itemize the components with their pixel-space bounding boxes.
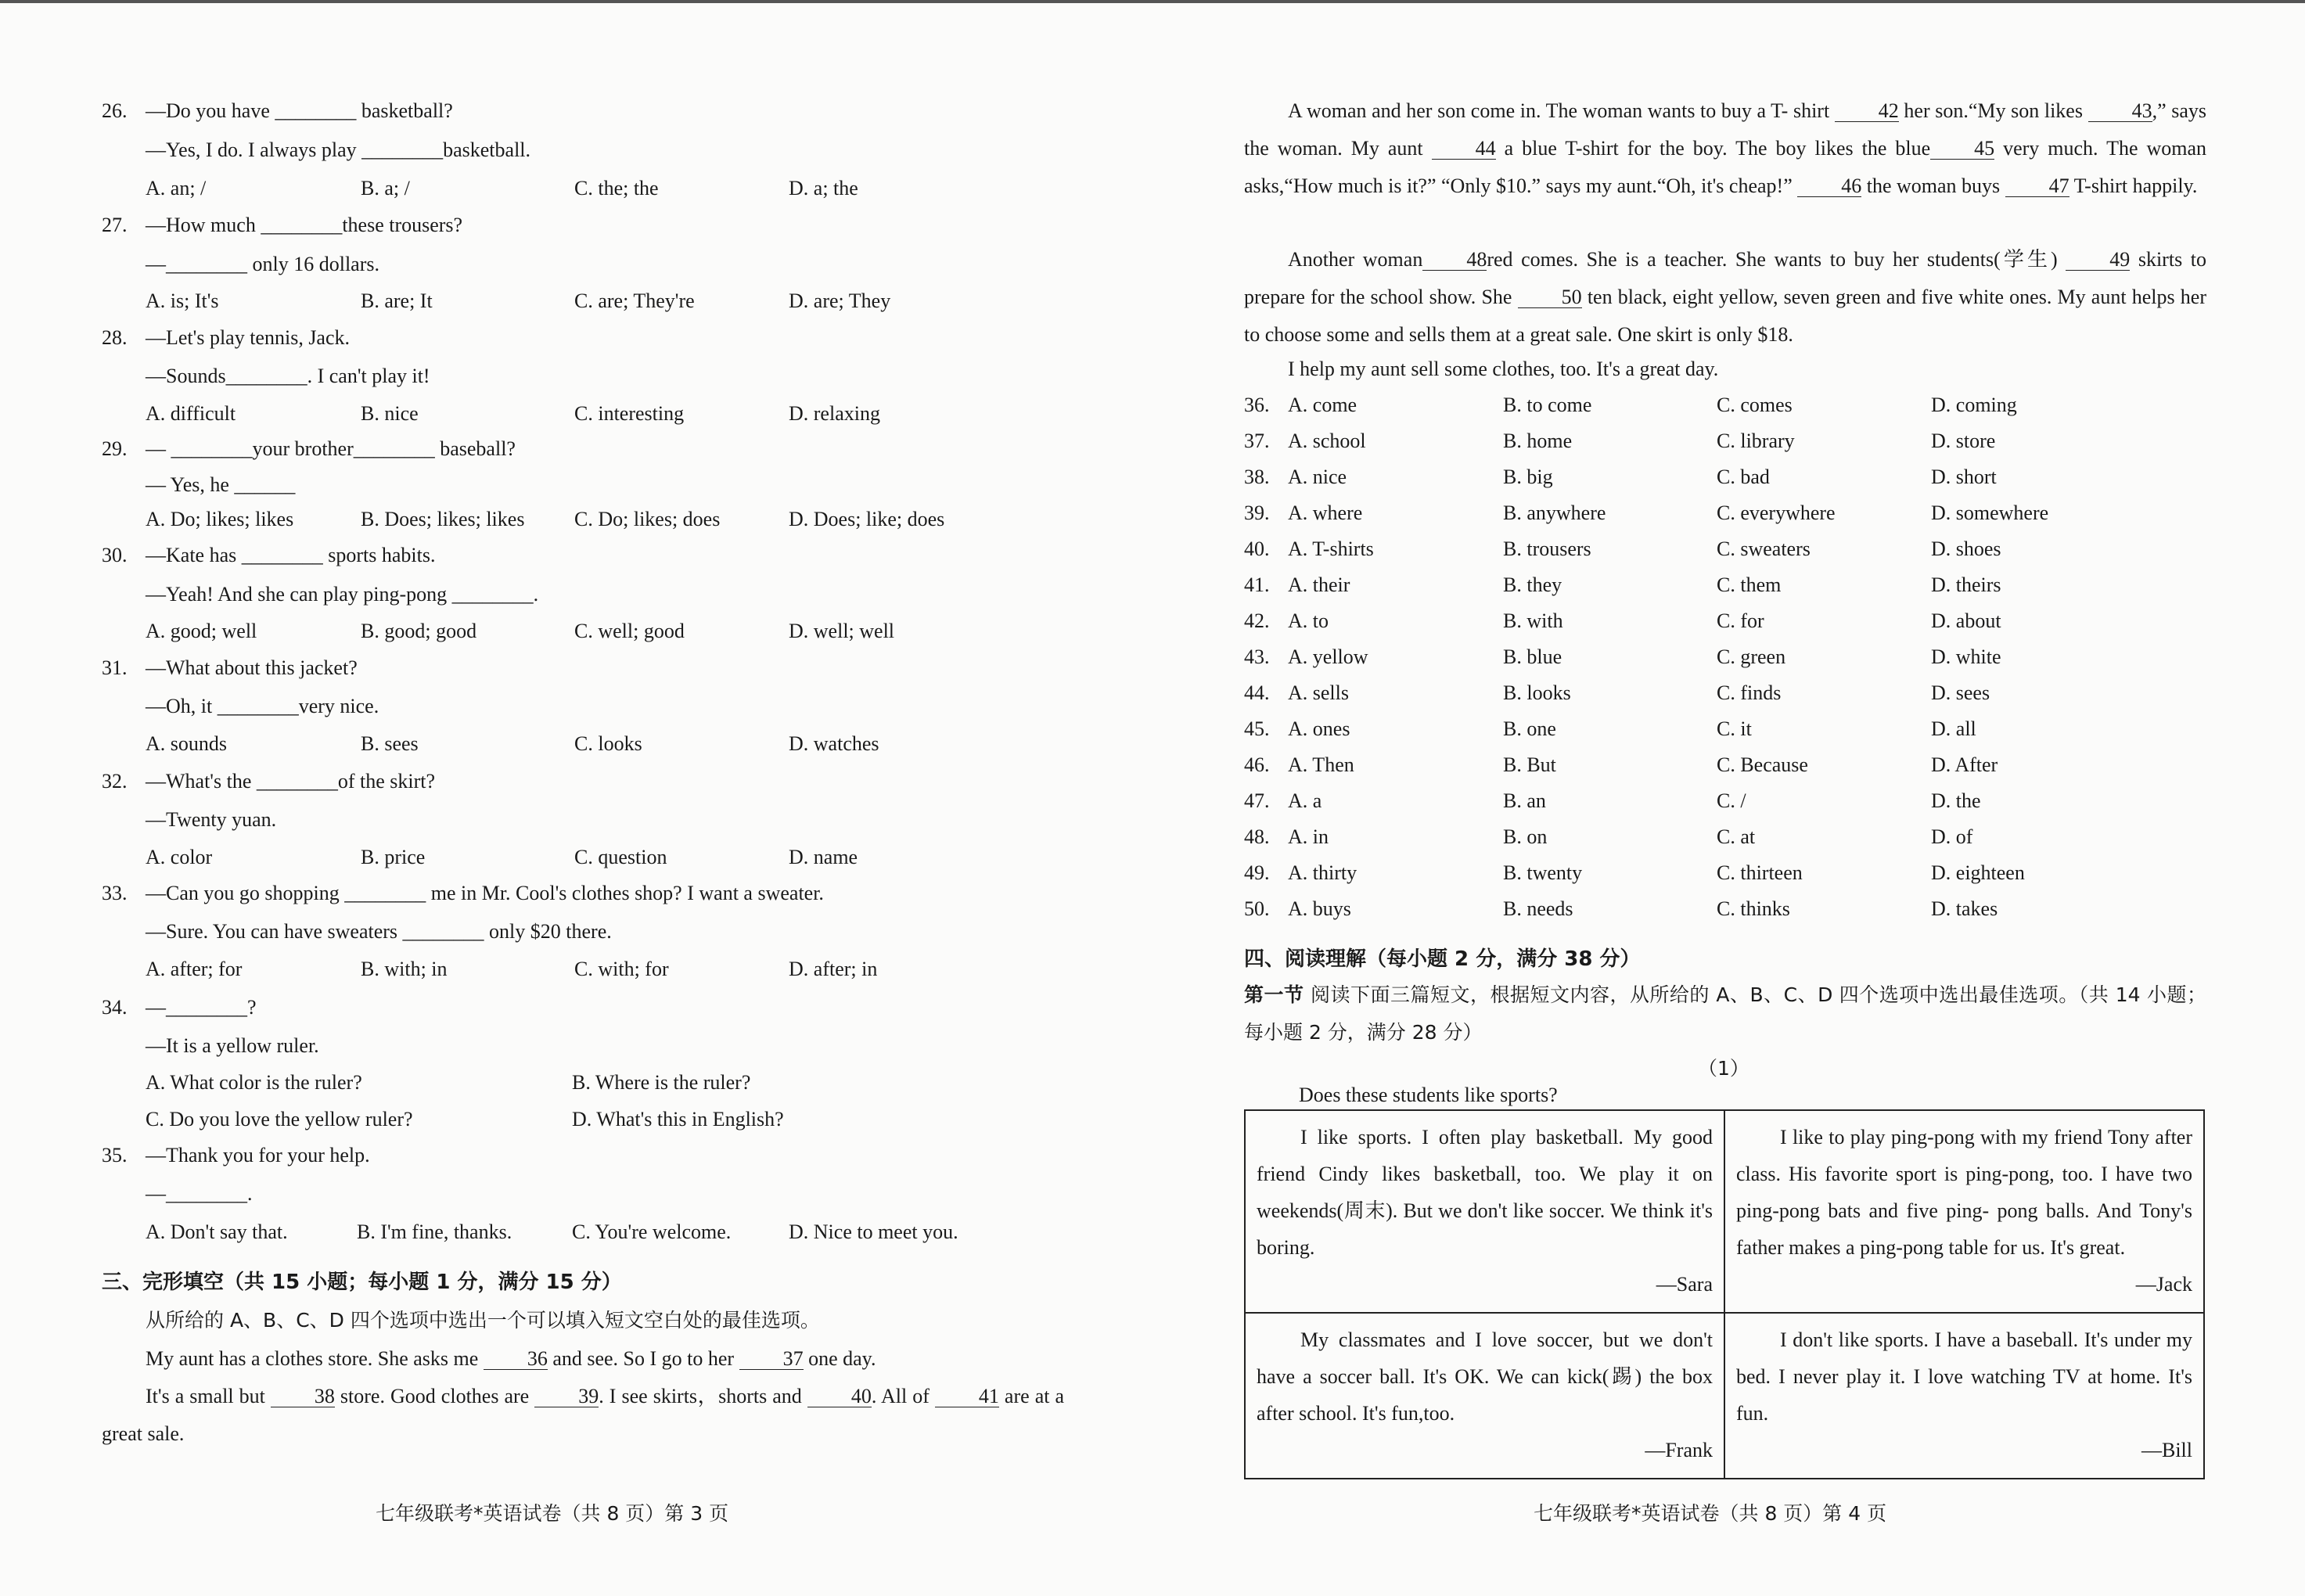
question-number: 26. xyxy=(102,99,128,122)
instruction-text: 阅读下面三篇短文，根据短文内容，从所给的 A、B、C、D 四个选项中选出最佳选项。（共 14 小题；每小题 2 分，满分 28 分） xyxy=(1244,983,2206,1044)
opinion-cell-frank xyxy=(1245,1313,1724,1479)
question-number: 31. xyxy=(102,656,128,679)
option-a[interactable]: A. after; for xyxy=(146,958,243,980)
signature: —Jack xyxy=(2135,1273,2192,1296)
option-d[interactable]: D. Nice to meet you. xyxy=(789,1220,958,1243)
section-4-title: 四、阅读理解（每小题 2 分，满分 38 分） xyxy=(1244,947,1641,971)
option-row-41 xyxy=(1244,573,2001,598)
option-a[interactable]: A. What color is the ruler? xyxy=(146,1071,362,1094)
option-d[interactable]: D. well; well xyxy=(789,620,895,642)
option-d[interactable]: D. coming xyxy=(1931,394,2017,416)
option-b[interactable]: B. home xyxy=(1503,430,1573,452)
option-a[interactable]: A. Don't say that. xyxy=(146,1220,288,1243)
blank-43[interactable]: 43 xyxy=(2088,101,2152,122)
option-d[interactable]: D. After xyxy=(1931,753,1998,776)
signature: —Bill xyxy=(2141,1439,2192,1461)
question-number: 33. xyxy=(102,882,128,904)
blank-38[interactable]: 38 xyxy=(271,1386,335,1407)
opinion-cell-sara xyxy=(1245,1110,1724,1313)
option-c[interactable]: C. green xyxy=(1717,645,1786,668)
option-a[interactable]: A. a xyxy=(1288,789,1322,812)
option-c[interactable]: C. with; for xyxy=(574,958,669,980)
option-a[interactable]: A. ones xyxy=(1288,717,1350,740)
option-c[interactable]: C. comes xyxy=(1717,394,1793,416)
option-c[interactable]: C. looks xyxy=(574,732,642,755)
question-line: —What's the ________of the skirt? xyxy=(146,770,436,793)
question-number: 32. xyxy=(102,770,128,793)
opinion-text: My classmates and I love soccer, but we don't have a soccer ball. It's OK. We can kick(踢) the box after school. It's fun,too. xyxy=(1257,1328,1713,1425)
question-line: —Do you have ________ basketball? xyxy=(146,99,453,122)
option-d[interactable]: D. the xyxy=(1931,789,1981,812)
opinion-cell-jack xyxy=(1724,1110,2204,1313)
cloze-text: It's a small but xyxy=(146,1385,271,1407)
opinion-text: I like to play ping-pong with my friend Tony after class. His favorite sport is ping-pong, too. I have two ping-pong bats and five ping- pong balls. And Tony's father makes a ping-pong table for us. It's great. xyxy=(1736,1126,2192,1259)
option-b[interactable]: B. Does; likes; likes xyxy=(361,508,525,530)
option-number: 50. xyxy=(1244,897,1270,920)
option-a[interactable]: A. buys xyxy=(1288,897,1351,920)
question-line: —________. xyxy=(146,1182,253,1205)
option-d[interactable]: D. name xyxy=(789,846,858,868)
opinion-cell-bill xyxy=(1724,1313,2204,1479)
option-number: 41. xyxy=(1244,573,1270,596)
option-number: 36. xyxy=(1244,394,1270,416)
sports-opinions-table xyxy=(1244,1109,2205,1479)
option-a[interactable]: A. color xyxy=(146,846,213,868)
option-number: 47. xyxy=(1244,789,1270,812)
question-number: 27. xyxy=(102,214,128,236)
page-footer: 七年级联考*英语试卷（共 8 页）第 4 页 xyxy=(1534,1502,1887,1525)
option-c[interactable]: C. sweaters xyxy=(1717,537,1811,560)
option-c[interactable]: C. Do you love the yellow ruler? xyxy=(146,1108,413,1130)
blank-44[interactable]: 44 xyxy=(1432,138,1496,160)
question-number: 34. xyxy=(102,996,128,1019)
option-a[interactable]: A. good; well xyxy=(146,620,257,642)
blank-49[interactable]: 49 xyxy=(2066,250,2130,271)
option-row-50 xyxy=(1244,897,1998,922)
option-a[interactable]: A. school xyxy=(1288,430,1366,452)
question-35 xyxy=(102,1143,370,1168)
cloze-text: Another woman xyxy=(1288,248,1423,271)
option-b[interactable]: B. good; good xyxy=(361,620,477,642)
option-a[interactable]: A. their xyxy=(1288,573,1350,596)
option-d[interactable]: D. about xyxy=(1931,609,2001,632)
question-number: 30. xyxy=(102,544,128,566)
cloze-text: skirts to prepare for the school show. She xyxy=(1244,248,2206,308)
option-a[interactable]: A. thirty xyxy=(1288,861,1357,884)
option-b[interactable]: B. I'm fine, thanks. xyxy=(357,1220,512,1243)
cloze-paragraph-3 xyxy=(1244,92,2206,205)
option-a[interactable]: A. come xyxy=(1288,394,1357,416)
cloze-text: My aunt has a clothes store. She asks me xyxy=(146,1347,484,1370)
question-line: —Can you go shopping ________ me in Mr. Cool's clothes shop? I want a sweater. xyxy=(146,882,824,904)
question-line: —Thank you for your help. xyxy=(146,1144,370,1166)
option-a[interactable]: A. where xyxy=(1288,501,1363,524)
option-b[interactable]: B. big xyxy=(1503,466,1553,488)
option-b[interactable]: B. with xyxy=(1503,609,1563,632)
question-34 xyxy=(102,995,257,1020)
option-b[interactable]: B. needs xyxy=(1503,897,1573,920)
option-b[interactable]: B. price xyxy=(361,846,426,868)
option-a[interactable]: A. Then xyxy=(1288,753,1354,776)
option-number: 45. xyxy=(1244,717,1270,740)
option-c[interactable]: C. library xyxy=(1717,430,1795,452)
question-line: —Kate has ________ sports habits. xyxy=(146,544,436,566)
option-b[interactable]: B. one xyxy=(1503,717,1556,740)
cloze-paragraph-5: I help my aunt sell some clothes, too. It's a great day. xyxy=(1288,358,1719,380)
blank-42[interactable]: 42 xyxy=(1835,101,1899,122)
option-c[interactable]: C. You're welcome. xyxy=(572,1220,732,1243)
option-b[interactable]: B. a; / xyxy=(361,177,410,200)
option-a[interactable]: A. to xyxy=(1288,609,1329,632)
blank-41[interactable]: 41 xyxy=(935,1386,999,1407)
cloze-text: a blue T-shirt for the boy. The boy likes the blue xyxy=(1495,137,1931,160)
option-b[interactable]: B. are; It xyxy=(361,289,433,312)
option-number: 49. xyxy=(1244,861,1270,884)
option-d[interactable]: D. a; the xyxy=(789,177,858,200)
option-c[interactable]: C. thirteen xyxy=(1717,861,1803,884)
question-line: —Oh, it ________very nice. xyxy=(146,695,379,717)
blank-45[interactable]: 45 xyxy=(1930,138,1994,160)
option-a[interactable]: A. yellow xyxy=(1288,645,1368,668)
question-line: —Yes, I do. I always play ________basketball. xyxy=(146,138,531,161)
option-d[interactable]: D. short xyxy=(1931,466,1997,488)
question-line: —Sure. You can have sweaters ________ only $20 there. xyxy=(146,920,612,943)
blank-36[interactable]: 36 xyxy=(484,1349,548,1370)
option-b[interactable]: B. sees xyxy=(361,732,419,755)
option-c[interactable]: C. for xyxy=(1717,609,1764,632)
option-number: 42. xyxy=(1244,609,1270,632)
option-row-38 xyxy=(1244,465,1997,490)
question-32 xyxy=(102,769,435,794)
blank-50[interactable]: 50 xyxy=(1518,287,1582,308)
question-26 xyxy=(102,99,453,124)
question-27 xyxy=(102,213,462,238)
option-d[interactable]: D. relaxing xyxy=(789,402,880,425)
option-row-45 xyxy=(1244,717,1976,742)
question-line: — ________your brother________ baseball? xyxy=(146,437,516,460)
option-row-47 xyxy=(1244,789,1981,814)
question-line: —Let's play tennis, Jack. xyxy=(146,326,351,349)
option-c[interactable]: C. interesting xyxy=(574,402,685,425)
option-a[interactable]: A. Do; likes; likes xyxy=(146,508,294,530)
option-number: 39. xyxy=(1244,501,1270,524)
option-b[interactable]: B. trousers xyxy=(1503,537,1591,560)
option-b[interactable]: B. with; in xyxy=(361,958,448,980)
option-b[interactable]: B. on xyxy=(1503,825,1548,848)
question-number: 29. xyxy=(102,437,128,460)
option-b[interactable]: B. anywhere xyxy=(1503,501,1606,524)
cloze-text: store. Good clothes are xyxy=(334,1385,535,1407)
option-row-43 xyxy=(1244,645,2001,670)
cloze-paragraph-4 xyxy=(1244,241,2206,354)
option-c[interactable]: C. everywhere xyxy=(1717,501,1836,524)
cloze-text: and see. So I go to her xyxy=(547,1347,739,1370)
page-footer: 七年级联考*英语试卷（共 8 页）第 3 页 xyxy=(376,1502,729,1525)
option-d[interactable]: D. What's this in English? xyxy=(572,1108,784,1130)
option-a[interactable]: A. T-shirts xyxy=(1288,537,1374,560)
section-3-instruction: 从所给的 A、B、C、D 四个选项中选出一个可以填入短文空白处的最佳选项。 xyxy=(146,1309,820,1332)
option-c[interactable]: C. Do; likes; does xyxy=(574,508,721,530)
option-b[interactable]: B. an xyxy=(1503,789,1546,812)
cloze-text: are at a great sale. xyxy=(102,1385,1065,1445)
option-b[interactable]: B. nice xyxy=(361,402,419,425)
passage-question: Does these students like sports? xyxy=(1299,1084,1558,1106)
option-row-36 xyxy=(1244,393,2017,418)
cloze-text: her son.“My son likes xyxy=(1898,99,2088,122)
option-number: 40. xyxy=(1244,537,1270,560)
opinion-text: I don't like sports. I have a baseball. It's under my bed. I never play it. I love watching TV at home. It's fun. xyxy=(1736,1328,2192,1425)
option-row-48 xyxy=(1244,825,1973,850)
question-number: 35. xyxy=(102,1144,128,1166)
cloze-text: . I see skirts，shorts and xyxy=(599,1385,807,1407)
blank-40[interactable]: 40 xyxy=(807,1386,872,1407)
question-line: —Yeah! And she can play ping-pong ________. xyxy=(146,583,539,606)
option-c[interactable]: C. finds xyxy=(1717,681,1782,704)
blank-48[interactable]: 48 xyxy=(1422,250,1487,271)
option-a[interactable]: A. an; / xyxy=(146,177,207,200)
option-row-40 xyxy=(1244,537,2001,562)
option-d[interactable]: D. eighteen xyxy=(1931,861,2025,884)
option-c[interactable]: C. the; the xyxy=(574,177,659,200)
question-line: —________ only 16 dollars. xyxy=(146,253,379,275)
table-row xyxy=(1245,1110,2204,1313)
cloze-paragraph-1 xyxy=(102,1340,1064,1378)
cloze-text: the woman buys xyxy=(1861,174,2005,197)
option-number: 38. xyxy=(1244,466,1270,488)
question-33 xyxy=(102,881,824,906)
option-c[interactable]: C. bad xyxy=(1717,466,1770,488)
question-30 xyxy=(102,543,435,568)
option-d[interactable]: D. are; They xyxy=(789,289,891,312)
cloze-text: . All of xyxy=(871,1385,935,1407)
question-line: —How much ________these trousers? xyxy=(146,214,463,236)
question-29 xyxy=(102,437,516,462)
option-a[interactable]: A. difficult xyxy=(146,402,236,425)
passage-number: （1） xyxy=(1698,1057,1749,1080)
question-line: —What about this jacket? xyxy=(146,656,358,679)
option-d[interactable]: D. takes xyxy=(1931,897,1998,920)
question-28 xyxy=(102,325,350,350)
option-d[interactable]: D. shoes xyxy=(1931,537,2001,560)
option-c[interactable]: C. are; They're xyxy=(574,289,695,312)
option-b[interactable]: B. they xyxy=(1503,573,1562,596)
option-c[interactable]: C. them xyxy=(1717,573,1782,596)
option-a[interactable]: A. nice xyxy=(1288,466,1347,488)
option-c[interactable]: C. at xyxy=(1717,825,1756,848)
option-b[interactable]: B. to come xyxy=(1503,394,1592,416)
option-a[interactable]: A. is; It's xyxy=(146,289,219,312)
option-a[interactable]: A. in xyxy=(1288,825,1329,848)
opinion-text: I like sports. I often play basketball. My good friend Cindy likes basketball, too. We play it on weekends(周末). But we don't like soccer. We think it's boring. xyxy=(1257,1126,1713,1259)
blank-39[interactable]: 39 xyxy=(534,1386,599,1407)
question-number: 28. xyxy=(102,326,128,349)
blank-37[interactable]: 37 xyxy=(739,1349,804,1370)
option-row-46 xyxy=(1244,753,1998,778)
question-line: — Yes, he ______ xyxy=(146,473,296,496)
option-b[interactable]: B. Where is the ruler? xyxy=(572,1071,751,1094)
signature: —Frank xyxy=(1645,1439,1713,1461)
question-line: —Twenty yuan. xyxy=(146,808,277,831)
section-4-instruction xyxy=(1244,976,2206,1051)
cloze-paragraph-2 xyxy=(102,1378,1064,1453)
option-b[interactable]: B. looks xyxy=(1503,681,1571,704)
option-d[interactable]: D. store xyxy=(1931,430,1996,452)
option-d[interactable]: D. theirs xyxy=(1931,573,2001,596)
option-b[interactable]: B. But xyxy=(1503,753,1556,776)
option-d[interactable]: D. Does; like; does xyxy=(789,508,945,530)
option-d[interactable]: D. sees xyxy=(1931,681,1990,704)
option-number: 46. xyxy=(1244,753,1270,776)
option-number: 48. xyxy=(1244,825,1270,848)
option-d[interactable]: D. somewhere xyxy=(1931,501,2049,524)
option-b[interactable]: B. twenty xyxy=(1503,861,1583,884)
cloze-text: T-shirt happily. xyxy=(2069,174,2198,197)
option-a[interactable]: A. sounds xyxy=(146,732,228,755)
option-row-49 xyxy=(1244,861,2025,886)
option-a[interactable]: A. sells xyxy=(1288,681,1349,704)
option-number: 37. xyxy=(1244,430,1270,452)
option-d[interactable]: D. watches xyxy=(789,732,879,755)
option-c[interactable]: C. question xyxy=(574,846,667,868)
option-row-42 xyxy=(1244,609,2001,634)
blank-46[interactable]: 46 xyxy=(1797,176,1861,197)
cloze-text: very much. The woman asks,“How much is it?” “Only $10.” says my aunt.“Oh, it's cheap!” xyxy=(1244,137,2207,197)
cloze-text: A woman and her son come in. The woman wants to buy a T- shirt xyxy=(1288,99,1835,122)
cloze-text: red comes. She is a teacher. She wants to buy her students(学生) xyxy=(1487,248,2066,271)
cloze-text: ,” says the woman. My aunt xyxy=(1244,99,2206,160)
cloze-text: ten black, eight yellow, seven green and five white ones. My aunt helps her to choose some and sells them at a great sale. One skirt is only $18. xyxy=(1244,286,2206,346)
option-d[interactable]: D. all xyxy=(1931,717,1976,740)
option-d[interactable]: D. white xyxy=(1931,645,2001,668)
option-c[interactable]: C. thinks xyxy=(1717,897,1790,920)
option-d[interactable]: D. of xyxy=(1931,825,1973,848)
question-line: —________? xyxy=(146,996,257,1019)
option-c[interactable]: C. well; good xyxy=(574,620,685,642)
option-number: 43. xyxy=(1244,645,1270,668)
blank-47[interactable]: 47 xyxy=(2005,176,2069,197)
option-row-37 xyxy=(1244,429,1996,454)
question-line: —It is a yellow ruler. xyxy=(146,1034,319,1057)
option-b[interactable]: B. blue xyxy=(1503,645,1562,668)
option-d[interactable]: D. after; in xyxy=(789,958,878,980)
option-c[interactable]: C. / xyxy=(1717,789,1746,812)
signature: —Sara xyxy=(1656,1273,1713,1296)
part-label: 第一节 xyxy=(1244,983,1304,1006)
option-c[interactable]: C. Because xyxy=(1717,753,1808,776)
section-3-title: 三、完形填空（共 15 小题；每小题 1 分，满分 15 分） xyxy=(102,1271,622,1294)
option-c[interactable]: C. it xyxy=(1717,717,1752,740)
cloze-text: one day. xyxy=(803,1347,876,1370)
question-line: —Sounds________. I can't play it! xyxy=(146,365,430,387)
option-row-39 xyxy=(1244,501,2049,526)
scan-top-edge xyxy=(0,0,2305,3)
option-number: 44. xyxy=(1244,681,1270,704)
question-31 xyxy=(102,656,358,681)
table-row xyxy=(1245,1313,2204,1479)
option-row-44 xyxy=(1244,681,1990,706)
